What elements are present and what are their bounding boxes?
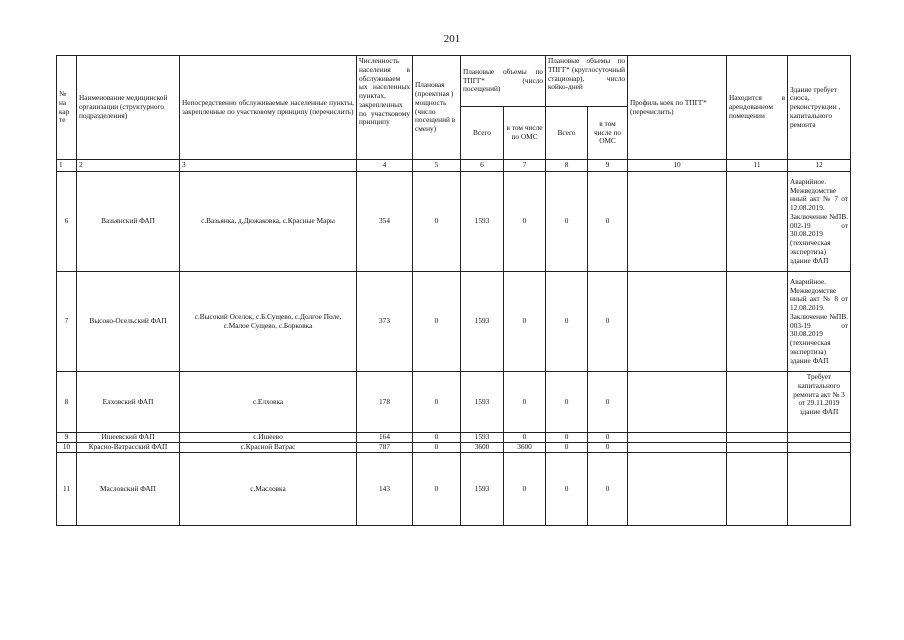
header-planned-visits: Плановые объемы по ТПГГ* (число посещений) <box>461 56 546 107</box>
bed-profile <box>628 433 727 443</box>
capacity: 0 <box>413 453 461 526</box>
row-number: 9 <box>57 433 77 443</box>
rented <box>727 433 788 443</box>
column-number: 10 <box>628 160 727 172</box>
visits-oms: 3600 <box>504 443 546 453</box>
beds-oms: 0 <box>588 443 628 453</box>
table-row <box>57 443 851 453</box>
settlements: с.Елховка <box>180 372 357 433</box>
settlements: с.Вазьянка, д.Дюжаковка, с.Красные Мары <box>180 172 357 272</box>
medical-organizations-table <box>56 55 851 526</box>
beds-oms: 0 <box>588 272 628 372</box>
organization-name: Елховский ФАП <box>77 372 180 433</box>
building-condition: Аварийное. Межведомстве нный акт № 7 от 12.08.2019. Заключение №ПВ. 002-19 от 30.08.2019 (техническая экспертиза) здание ФАП <box>788 172 851 272</box>
bed-profile <box>628 453 727 526</box>
beds-total: 0 <box>546 453 588 526</box>
bed-profile <box>628 172 727 272</box>
beds-total: 0 <box>546 372 588 433</box>
header-organization: Наименование медицинской организации (структурного подразделения) <box>77 56 180 160</box>
capacity: 0 <box>413 443 461 453</box>
building-condition <box>788 453 851 526</box>
row-number: 6 <box>57 172 77 272</box>
row-number: 8 <box>57 372 77 433</box>
visits-oms: 0 <box>504 453 546 526</box>
row-number: 10 <box>57 443 77 453</box>
column-number: 8 <box>546 160 588 172</box>
beds-total: 0 <box>546 443 588 453</box>
bed-profile <box>628 272 727 372</box>
capacity: 0 <box>413 372 461 433</box>
column-number: 1 <box>57 160 77 172</box>
population: 354 <box>357 172 413 272</box>
header-number: № на кар те <box>57 56 77 160</box>
visits-oms: 0 <box>504 172 546 272</box>
table-row <box>57 453 851 526</box>
organization-name: Высоко-Осельский ФАП <box>77 272 180 372</box>
header-capacity: Плановая (проектная ) мощность (число посещений в смену) <box>413 56 461 160</box>
header-settlements: Непосредственно обслуживаемые населенные пункты, закрепленные по участковому принципу (перечислить) <box>180 56 357 160</box>
rented <box>727 272 788 372</box>
organization-name: Ишеевский ФАП <box>77 433 180 443</box>
table-row <box>57 172 851 272</box>
beds-oms: 0 <box>588 433 628 443</box>
capacity: 0 <box>413 433 461 443</box>
column-number: 12 <box>788 160 851 172</box>
population: 143 <box>357 453 413 526</box>
visits-total: 3600 <box>461 443 504 453</box>
column-number: 4 <box>357 160 413 172</box>
building-condition <box>788 433 851 443</box>
visits-total: 1593 <box>461 272 504 372</box>
rented <box>727 453 788 526</box>
population: 164 <box>357 433 413 443</box>
table-row <box>57 272 851 372</box>
page-number: 201 <box>443 33 461 45</box>
organization-name: Масловский ФАП <box>77 453 180 526</box>
header-building-condition: Здание требует сноса, реконструкции , капитального ремонта <box>788 56 851 160</box>
organization-name: Красно-Ватрасский ФАП <box>77 443 180 453</box>
beds-total: 0 <box>546 172 588 272</box>
column-number: 2 <box>77 160 180 172</box>
header-row <box>57 56 851 107</box>
header-visits-oms: в том числе по ОМС <box>504 107 546 160</box>
building-condition <box>788 443 851 453</box>
header-rented: Находится в арендованном помещении <box>727 56 788 160</box>
header-beds-total: Всего <box>546 107 588 160</box>
rented <box>727 172 788 272</box>
column-number-row <box>57 160 851 172</box>
population: 787 <box>357 443 413 453</box>
bed-profile <box>628 372 727 433</box>
beds-total: 0 <box>546 272 588 372</box>
population: 373 <box>357 272 413 372</box>
visits-total: 1593 <box>461 172 504 272</box>
beds-oms: 0 <box>588 372 628 433</box>
table-row <box>57 433 851 443</box>
capacity: 0 <box>413 272 461 372</box>
settlements: с.Красной Ватрас <box>180 443 357 453</box>
settlements: с.Ишеево <box>180 433 357 443</box>
header-planned-bed-days: Плановые объемы по ТПГГ* (круглосуточный стационар), число койко-дней <box>546 56 628 107</box>
visits-total: 1593 <box>461 453 504 526</box>
settlements: с.Масловка <box>180 453 357 526</box>
row-number: 7 <box>57 272 77 372</box>
table-row <box>57 372 851 433</box>
column-number: 6 <box>461 160 504 172</box>
beds-total: 0 <box>546 433 588 443</box>
column-number: 5 <box>413 160 461 172</box>
organization-name: Вазьянский ФАП <box>77 172 180 272</box>
visits-total: 1593 <box>461 372 504 433</box>
row-number: 11 <box>57 453 77 526</box>
rented <box>727 443 788 453</box>
header-population: Численность населения в обслуживаем ых населенных пунктах, закрепленных по участковому принципу <box>357 56 413 160</box>
column-number: 3 <box>180 160 357 172</box>
visits-oms: 0 <box>504 272 546 372</box>
settlements: с.Высокий Оселок, с.Б.Сущево, с.Долгое Поле, с.Малое Сущево, с.Борковка <box>180 272 357 372</box>
building-condition: Требует капитального ремонта акт № 3 от 29.11.2019 здание ФАП <box>788 372 851 433</box>
column-number: 7 <box>504 160 546 172</box>
header-bed-profile: Профиль коек по ТПГГ* (перечислить) <box>628 56 727 160</box>
header-beds-oms: в том числе по ОМС <box>588 107 628 160</box>
rented <box>727 372 788 433</box>
visits-total: 1593 <box>461 433 504 443</box>
beds-oms: 0 <box>588 172 628 272</box>
visits-oms: 0 <box>504 372 546 433</box>
beds-oms: 0 <box>588 453 628 526</box>
capacity: 0 <box>413 172 461 272</box>
population: 178 <box>357 372 413 433</box>
column-number: 11 <box>727 160 788 172</box>
header-visits-total: Всего <box>461 107 504 160</box>
bed-profile <box>628 443 727 453</box>
visits-oms: 0 <box>504 433 546 443</box>
column-number: 9 <box>588 160 628 172</box>
building-condition: Аварийное. Межведомстве нный акт № 8 от 12.08.2019. Заключение №ПВ. 003-19 от 30.08.2019 (техническая экспертиза) здание ФАП <box>788 272 851 372</box>
